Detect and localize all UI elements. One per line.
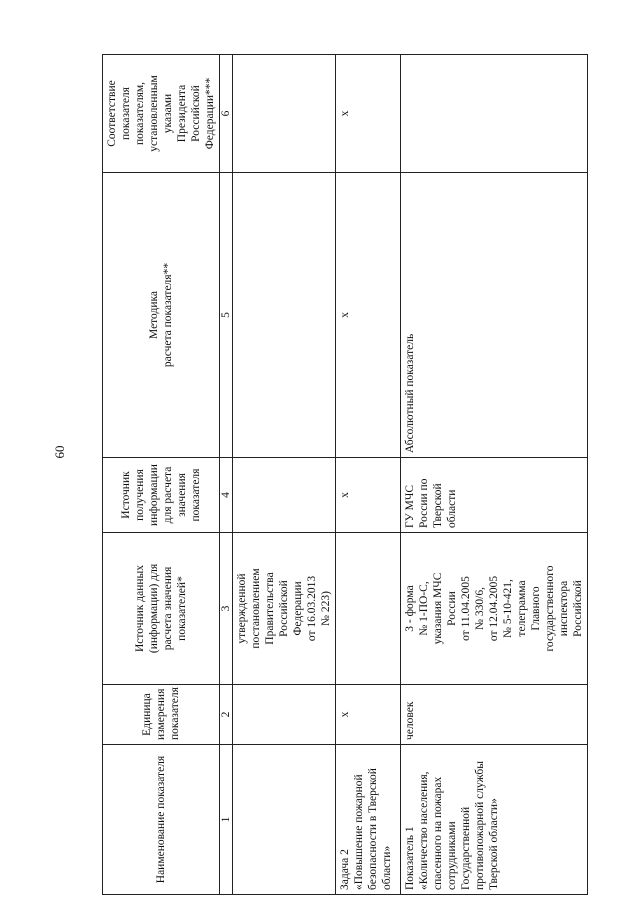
task-name: Задача 2 «Повышение пожарной безопасности в Тверской области» <box>336 745 401 895</box>
header-info-source: Источник получения информации для расчета значения показателя <box>103 458 220 533</box>
table-cell <box>233 173 336 458</box>
task-unit: х <box>336 685 401 745</box>
rotated-table-container <box>102 55 584 895</box>
column-number: 2 <box>220 685 233 745</box>
table-cell <box>233 55 336 173</box>
header-compliance: Соответствие показателя показателям, установленным указами Президента Российской Федерации*** <box>103 55 220 173</box>
task-method: х <box>336 173 401 458</box>
column-number: 5 <box>220 173 233 458</box>
column-number-row <box>220 55 233 895</box>
task-row <box>336 55 401 895</box>
table-cell: утвержденной постановлением Правительства Российской Федерации от 16.03.2013 № 223) <box>233 533 336 685</box>
indicator-row <box>401 55 588 895</box>
column-number: 6 <box>220 55 233 173</box>
indicator-compliance <box>401 55 588 173</box>
header-method: Методика расчета показателя** <box>103 173 220 458</box>
continuation-row <box>233 55 336 895</box>
header-row <box>103 55 220 895</box>
column-number: 1 <box>220 745 233 895</box>
header-data-source: Источник данных (информации) для расчета значения показателей* <box>103 533 220 685</box>
column-number: 3 <box>220 533 233 685</box>
indicator-method: Абсолютный показатель <box>401 173 588 458</box>
column-number: 4 <box>220 458 233 533</box>
task-info-source: х <box>336 458 401 533</box>
indicator-unit: человек <box>401 685 588 745</box>
table-cell <box>233 458 336 533</box>
indicator-name: Показатель 1 «Количество населения, спасенного на пожарах сотрудниками Государственной противопожарной службы Тверской области» <box>401 745 588 895</box>
indicator-data-source: 3 - форма № 1-ПО-С, указания МЧС России от 11.04.2005 № 330/6, от 12.04.2005 № 5-10-421, телеграмма Главного государственного инспектора Российской <box>401 533 588 685</box>
table-cell <box>233 745 336 895</box>
header-indicator-name: Наименование показателя <box>103 745 220 895</box>
indicator-table <box>102 54 588 895</box>
page-number: 60 <box>52 445 67 459</box>
task-data-source <box>336 533 401 685</box>
table-cell <box>233 685 336 745</box>
header-unit: Единица измерения показателя <box>103 685 220 745</box>
indicator-info-source: ГУ МЧС России по Тверской области <box>401 458 588 533</box>
task-compliance: х <box>336 55 401 173</box>
